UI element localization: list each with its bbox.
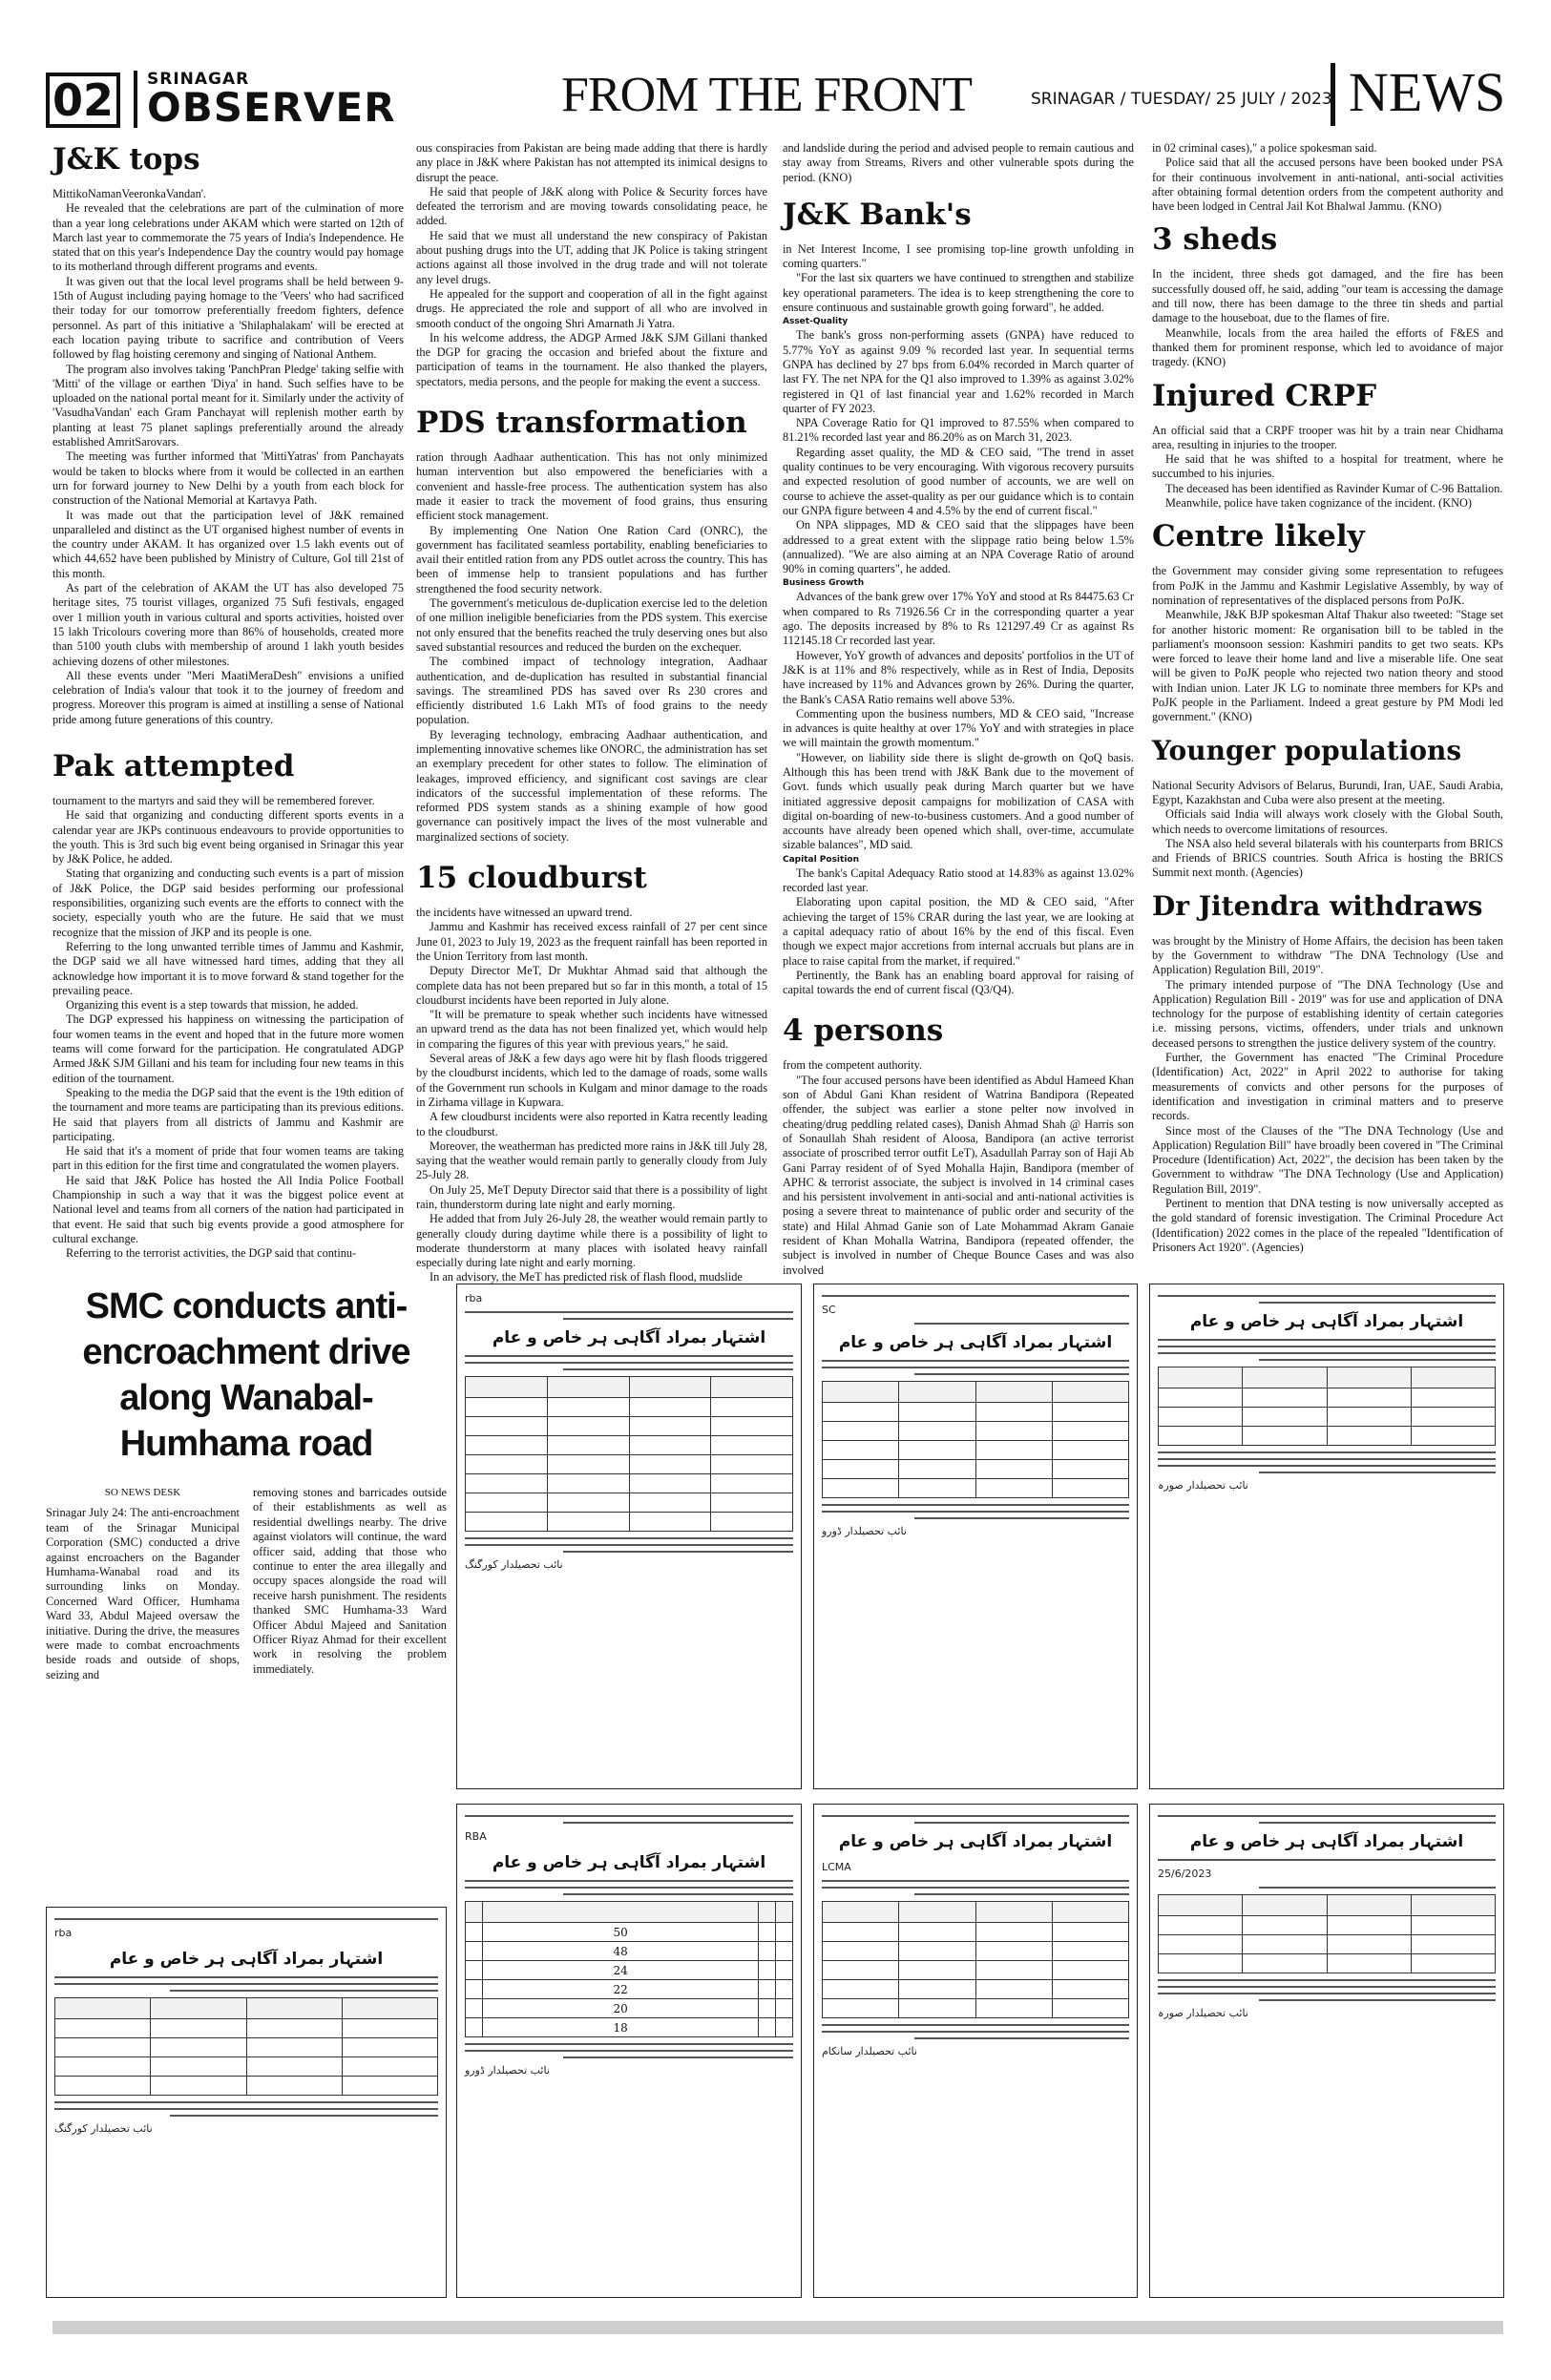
ad-cell: 50 bbox=[482, 1923, 759, 1942]
paragraph: was brought by the Ministry of Home Affairs, the decision has been taken by the Government to withdraw "The DNA Technology (Use and Application) Regulation Bill, 2019". bbox=[1152, 933, 1503, 977]
page-number: 02 bbox=[46, 73, 120, 128]
ad-text-line bbox=[1259, 1472, 1496, 1473]
paragraph: Further, the Government has enacted "The Criminal Procedure (Identification) Act, 2022" in April 2022 to authorise for taking measurements of convicts and other persons for the purposes of identification and investigation in criminal matters and to preserve records. bbox=[1152, 1051, 1503, 1123]
article-body bbox=[1152, 779, 1503, 881]
ad-text-line bbox=[1259, 1887, 1496, 1889]
paragraph: Pertinently, the Bank has an enabling board approval for raising of capital towards the end of current fiscal (Q3/Q4). bbox=[783, 968, 1134, 997]
paragraph: the Government may consider giving some representation to refugees from PoJK in the Jammu and Kashmir Legislative Assembly, by way of nomination of representatives of the displaced persons from PoJK. bbox=[1152, 564, 1503, 607]
paragraph: It was made out that the participation level of J&K remained unparalleled and distinct as the UT organised highest number of events in the country under AKAM. It has organized over 1.5 lakh events out of which 44,652 have been published by Ministry of Culture, GoI till 21st of this month. bbox=[52, 508, 404, 580]
ad-text-line bbox=[54, 2101, 438, 2103]
paragraph: Deputy Director MeT, Dr Mukhtar Ahmad said that although the complete data has not been prepared but so far in this month, a total of 15 cloudburst incidents have been reported in July alone. bbox=[416, 964, 767, 1007]
paragraph: He appealed for the support and cooperation of all in the fight against drugs. He appreciated the role and support of all who are involved in smooth conduct of the ongoing Shri Amarnath Ji Yatra. bbox=[416, 286, 767, 330]
paragraph: All these events under "Meri MaatiMeraDesh" envisions a unified celebration of India's valour that took it to the journey of freedom and progress. Moreover this program is aimed at instilling a sense of National pride among future generations of this country. bbox=[52, 668, 404, 726]
article-body bbox=[1152, 934, 1503, 1256]
ad-cell: 24 bbox=[482, 1961, 759, 1980]
ad-text-line bbox=[170, 2115, 438, 2117]
article-4-persons bbox=[783, 1013, 1134, 1277]
paragraph: However, YoY growth of advances and deposits' portfolios in the UT of J&K is at 11% and 8% respectively, while as in Rest of India, Deposits have increased by 11% and Advances grown by 26%. During the quarter, the Bank's CASA Ratio remains well above 53%. bbox=[783, 648, 1134, 706]
paragraph: Organizing this event is a step towards that mission, he added. bbox=[66, 998, 359, 1013]
ad-text-line bbox=[1259, 1359, 1496, 1361]
article-headline: 4 persons bbox=[783, 1013, 944, 1049]
ad-text-line bbox=[54, 1976, 438, 1978]
paragraph: Since most of the Clauses of the "The DNA Technology (Use and Application) Regulation Bill" have broadly been covered in "The Criminal Procedure (Identification) Act, 2022", the decision has been taken by the Government to withdraw "The DNA Technology (Use and Application) Regulation Bill, 2019". bbox=[1152, 1123, 1503, 1196]
article-headline: Younger populations bbox=[1152, 734, 1462, 766]
paragraph: Jammu and Kashmir has received excess rainfall of 27 per cent since June 01, 2023 to July 19, 2023 as the frequent rainfall has been reported in the Union Territory from last month. bbox=[416, 920, 767, 963]
ad-text-line bbox=[170, 1990, 438, 1992]
paragraph: Police said that all the accused persons have been booked under PSA for their continuous involvement in anti-national, anti-social activities after obtaining formal detention orders from the competent authority and have been lodged in Central Jail Kot Bhalwal Jammu. (KNO) bbox=[1152, 156, 1503, 214]
ad-table bbox=[822, 1381, 1129, 1498]
article-centre-likely bbox=[1152, 518, 1503, 724]
ad-title: اشتہار بمراد آگاہی ہر خاص و عام bbox=[838, 1832, 1113, 1851]
column-1 bbox=[52, 141, 404, 1261]
paragraph: As part of the celebration of AKAM the UT has also developed 75 heritage sites, 75 tourist villages, organized 75 Sufi festivals, engaged over 1 million youth in various cultural and sports activities, hoisted over 15 lakh Tricolours covering more than 86% of households, created more than 5100 youth clubs with membership of around 1 lakh youth besides achieving dozens of other milestones. bbox=[52, 581, 404, 668]
paragraph: The program also involves taking 'PanchPran Pledge' taking selfie with 'Mitti' of the village or earthen 'Diya' in hand. Such selfies have to be uploaded on the national portal meant for it. Similarly under the activity of 'VasudhaVandan' each Gram Panchayat will replenish mother earth by planting at least 75 planet saplings preferentially around the already established AmritSarovars. bbox=[52, 362, 404, 449]
article-body bbox=[416, 450, 767, 845]
article-headline: Pak attempted bbox=[52, 748, 295, 783]
paragraph: Moreover, the weatherman has predicted more rains in J&K till July 28, saying that the weather would remain partly to generally cloudy from July 25-July 28. bbox=[416, 1138, 767, 1182]
ad-cell: 48 bbox=[482, 1942, 759, 1961]
paragraph: the incidents have witnessed an upward trend. bbox=[416, 906, 633, 920]
ad-text-line bbox=[54, 1983, 438, 1985]
notice-ad bbox=[1149, 1804, 1504, 2298]
notice-ad bbox=[456, 1284, 802, 1789]
ad-title: اشتہار بمراد آگاہی ہر خاص و عام bbox=[492, 1853, 766, 1872]
paragraph: The bank's Capital Adequacy Ratio stood at 14.83% as against 13.02% recorded last year. bbox=[783, 866, 1134, 895]
ad-text-line bbox=[1259, 1822, 1496, 1824]
article-headline: J&K Bank's bbox=[783, 197, 972, 232]
ad-text-line bbox=[1158, 1352, 1496, 1354]
paragraph: On July 25, MeT Deputy Director said that there is a possibility of light rain, thunderstorm during late night and early morning. bbox=[416, 1182, 767, 1211]
ad-tag: 25/6/2023 bbox=[1158, 1868, 1212, 1880]
smc-article bbox=[46, 1284, 447, 1894]
ad-text-line bbox=[465, 1887, 793, 1889]
article-headline: Dr Jitendra withdraws bbox=[1152, 889, 1483, 922]
article-younger-populations bbox=[1152, 733, 1503, 881]
article-dr-jitendra bbox=[1152, 888, 1503, 1256]
ad-text-line bbox=[1158, 1458, 1496, 1460]
ad-signature: نائب تحصیلدار ڈورو bbox=[465, 2064, 550, 2077]
article-headline: J&K tops bbox=[52, 142, 200, 177]
ad-title: اشتہار بمراد آگاہی ہر خاص و عام bbox=[838, 1333, 1113, 1352]
ad-text-line bbox=[1158, 1815, 1496, 1817]
ad-signature: نائب تحصیلدار کورگنگ bbox=[465, 1558, 563, 1571]
notice-ad bbox=[456, 1804, 802, 2298]
ad-tag: rba bbox=[54, 1927, 73, 1939]
article-body bbox=[783, 141, 1134, 185]
ad-text-line bbox=[563, 2056, 793, 2058]
ad-text-line bbox=[465, 1311, 793, 1313]
paragraph: Several areas of J&K a few days ago were hit by flash floods triggered by the cloudburst incidents, which led to the damage of roads, some walls of the Government run schools in Kulgam and minor damage to the roads in Zirhama village in Kupwara. bbox=[416, 1052, 767, 1109]
ad-title: اشتہار بمراد آگاہی ہر خاص و عام bbox=[109, 1950, 384, 1969]
article-body bbox=[52, 187, 404, 727]
paragraph: in Net Interest Income, I see promising top-line growth unfolding in coming quarters." bbox=[783, 241, 1134, 271]
brand-name: OBSERVER bbox=[147, 84, 396, 131]
paragraph: Meanwhile, locals from the area hailed the efforts of F&ES and thanked them for prominent response, which led to avoidance of major tragedy. (KNO) bbox=[1152, 325, 1503, 369]
paragraph: He revealed that the celebrations are part of the culmination of more than a year long celebrations under AKAM which were started on 12th of March last year to commemorate the 75 years of India's Independence. He stated that on this year's Independence Day the country would pay homage to its motherland through different programs and events. bbox=[52, 201, 404, 274]
paragraph: In his welcome address, the ADGP Armed J&K SJM Gillani thanked the DGP for gracing the occasion and briefed about the fixture and participation of teams in the tournament. He also thanked the players, spectators, media persons, and the people for making the event a success. bbox=[416, 330, 767, 388]
ad-signature: نائب تحصیلدار سانکام bbox=[822, 2045, 917, 2057]
ad-text-line bbox=[822, 1360, 1129, 1362]
article-3-sheds bbox=[1152, 221, 1503, 369]
article-body bbox=[1152, 267, 1503, 369]
subhead: Asset-Quality bbox=[783, 317, 849, 327]
article-pak-attempted-continued bbox=[416, 141, 767, 389]
ad-text-line bbox=[465, 1880, 793, 1882]
paragraph: MittikoNamanVeeronkaVandan'. bbox=[52, 187, 207, 200]
paragraph: On NPA slippages, MD & CEO said that the slippages have been addressed to a great extent with the slippage ratio being below 1.5% (annualized). "We are also aiming at an NPA Coverage Ratio of around 90% in coming quarters", he added. bbox=[783, 518, 1134, 576]
paragraph: He said that he was shifted to a hospital for treatment, where he succumbed to his injuries. bbox=[1152, 452, 1503, 481]
ad-text-line bbox=[822, 1295, 1129, 1297]
paragraph: Pertinent to mention that DNA testing is now universally accepted as the gold standard of forensic investigation. The Criminal Procedure Act (Identification) 2022 comes in the place of the repealed "Identification of Prisoners Act 1920". (Agencies) bbox=[1152, 1197, 1503, 1254]
column-3 bbox=[783, 141, 1134, 1278]
ad-cell: 20 bbox=[482, 1999, 759, 2018]
ad-signature: نائب تحصیلدار ڈورو bbox=[822, 1525, 907, 1537]
masthead bbox=[46, 63, 1506, 130]
ad-text-line bbox=[54, 1918, 438, 1920]
ad-text-line bbox=[465, 1544, 793, 1546]
ad-table bbox=[54, 1997, 438, 2096]
subhead: Business Growth bbox=[783, 578, 865, 589]
ad-text-line bbox=[822, 1504, 1129, 1506]
paragraph: He said that organizing and conducting different sports events in a calendar year are JKPs continuous endeavours to provide opportunities to the youth. This is 3rd such big event being organised in Srinagar this year by J&K Police, he added. bbox=[52, 808, 404, 866]
article-15-cloudburst bbox=[416, 860, 767, 1285]
ad-text-line bbox=[1158, 1993, 1496, 1994]
ad-table bbox=[1158, 1894, 1496, 1973]
ad-text-line bbox=[822, 1815, 1129, 1817]
article-body bbox=[1152, 424, 1503, 511]
ad-text-line bbox=[822, 1887, 1129, 1889]
ad-text-line bbox=[822, 1880, 1129, 1882]
ad-text-line bbox=[914, 2037, 1129, 2039]
paragraph: He said that people of J&K along with Police & Security forces have defeated the terrorism and are moving towards consolidating peace, he added. bbox=[416, 184, 767, 228]
ad-text-line bbox=[563, 1551, 793, 1553]
ad-text-line bbox=[1158, 1451, 1496, 1453]
article-body bbox=[783, 1058, 1134, 1277]
column-4 bbox=[1152, 141, 1503, 1255]
ad-table bbox=[822, 1901, 1129, 2018]
byline: SO NEWS DESK bbox=[104, 1487, 181, 1498]
paragraph: An official said that a CRPF trooper was hit by a train near Chidhama area, resulting in injuries to the trooper. bbox=[1152, 423, 1503, 451]
paragraph: tournament to the martyrs and said they will be remembered forever. bbox=[52, 793, 375, 807]
paragraph: Officials said India will always work closely with the Global South, which needs to overcome limitations of resources. bbox=[1152, 807, 1503, 836]
paragraph: Referring to the terrorist activities, the DGP said that continu- bbox=[66, 1246, 357, 1261]
paragraph: ration through Aadhaar authentication. This has not only minimized human intervention but also empowered the beneficiaries with a convenient and hassle-free process. The authentication system has also made it easier to track the movement of food grains, thus ensuring efficient stock management. bbox=[416, 450, 767, 523]
ad-text-line bbox=[822, 1511, 1129, 1513]
ad-text-line bbox=[54, 2108, 438, 2110]
ad-text-line bbox=[465, 1355, 793, 1357]
paragraph: Meanwhile, police have taken cognizance of the incident. (KNO) bbox=[1165, 496, 1472, 511]
article-jk-tops bbox=[52, 141, 404, 727]
notice-ad bbox=[1149, 1284, 1504, 1789]
ad-cell: 22 bbox=[482, 1980, 759, 1999]
paragraph: Srinagar July 24: The anti-encroachment team of the Srinagar Municipal Corporation (SMC) conducted a drive against encroachers on the Bagander Humhama-Wanabal road and its surrounding links on Monday. Concerned Ward Officer, Humhama Ward 33, Abdul Majeed oversaw the initiative. During the drive, the measures were made to combat encroachments beside roads and outside of shops, seizing and bbox=[46, 1506, 240, 1681]
paragraph: The NSA also held several bilaterals with his counterparts from BRICS and Friends of BRICS countries. South Africa is hosting the BRICS Summit next month. (Agencies) bbox=[1152, 836, 1503, 880]
ad-table bbox=[465, 1376, 793, 1532]
ad-text-line bbox=[1158, 1465, 1496, 1467]
ad-text-line bbox=[563, 1368, 793, 1370]
notice-ad bbox=[813, 1284, 1138, 1789]
article-body bbox=[1152, 564, 1503, 724]
paragraph: The bank's gross non-performing assets (GNPA) have reduced to 5.77% YoY as against 9.09 % recorded last year. In sequential terms GNPA has declined by 27 bps from 6.04% recorded in March quarter of last FY. The net NPA for the Q1 also improved to 1.39% as against 3.02% registered in Q1 of last financial year and 1.62% recorded in March quarter of FY 2023. bbox=[783, 328, 1134, 415]
brand-city: SRINAGAR bbox=[147, 70, 250, 89]
article-headline: 15 cloudburst bbox=[416, 861, 647, 896]
article-injured-crpf bbox=[1152, 378, 1503, 511]
section-label: NEWS bbox=[1331, 63, 1505, 126]
smc-headline: SMC conducts anti-encroachment drive along Wanabal-Humhama road bbox=[82, 1286, 410, 1464]
ad-text-line bbox=[1158, 1346, 1496, 1347]
paragraph: He said that J&K Police has hosted the All India Police Football Championship in such a way that it was the biggest police event at National level and teams from all corners of the nation had participated in that event. He said that such big events provide a good atmosphere for cultural exchange. bbox=[52, 1173, 404, 1245]
paragraph: The DGP expressed his happiness on witnessing the participation of four women teams in the event and hoped that in the future more women teams will come forward for the participation. He congratulated ADGP Armed J&K SJM Gillani and his team for including four new teams in this edition of the tournament. bbox=[52, 1013, 404, 1085]
paragraph: Commenting upon the business numbers, MD & CEO said, "Increase in advances is quite healthy at over 17% YoY and with strategies in place we will maintain the growth momentum." bbox=[783, 706, 1134, 750]
paragraph: "For the last six quarters we have continued to strengthen and stabilize key operational parameters. The idea is to keep strengthening the core to ensure continuous and sustainable growth going forward", he added. bbox=[783, 271, 1134, 315]
paragraph: in 02 criminal cases)," a police spokesman said. bbox=[1152, 141, 1377, 155]
paragraph: ous conspiracies from Pakistan are being made adding that there is hardly any place in J&K where Pakistan has not attempted its inimical designs to disrupt the peace. bbox=[416, 141, 767, 184]
ad-text-line bbox=[1158, 1986, 1496, 1988]
ad-text-line bbox=[1259, 1302, 1496, 1304]
paragraph: He said that it's a moment of pride that four women teams are taking part in this edition for the first time and congratulated the women players. bbox=[52, 1144, 404, 1173]
ad-cell: 18 bbox=[482, 2018, 759, 2037]
paragraph: The primary intended purpose of "The DNA Technology (Use and Application) Regulation Bill - 2019" was for use and application of DNA technology for the purpose of establishing identity of certain categories i.e. missing persons, victims, offenders, under trials and unknown deceased persons to strengthen the justice delivery system of the country. bbox=[1152, 977, 1503, 1050]
ad-text-line bbox=[1259, 1999, 1496, 2001]
paragraph: The government's meticulous de-duplication exercise led to the deletion of one million ineligible beneficiaries from the PDS system. This exercise not only ensured that the benefits reached the truly deserving ones but also saved substantial resources and reduced the burden on the exchequer. bbox=[416, 596, 767, 654]
ad-text-line bbox=[914, 1517, 1129, 1519]
section-title: FROM THE FRONT bbox=[561, 68, 973, 122]
ad-title: اشتہار بمراد آگاہی ہر خاص و عام bbox=[1189, 1832, 1464, 1851]
article-cloudburst-continued bbox=[783, 141, 1134, 185]
column-2 bbox=[416, 141, 767, 1285]
ad-text-line bbox=[1158, 1859, 1496, 1861]
paragraph: Advances of the bank grew over 17% YoY and stood at Rs 84475.63 Cr when compared to Rs 71926.56 Cr in the corresponding quarter a year ago. The deposits increased by 8% to Rs 121297.49 Cr as against Rs 112145.18 Cr recorded last year. bbox=[783, 590, 1134, 648]
ad-tag: SC bbox=[822, 1304, 836, 1316]
smc-col-2 bbox=[253, 1486, 447, 1682]
brand-logo bbox=[134, 70, 396, 131]
notice-ad bbox=[813, 1804, 1138, 2298]
ad-text-line bbox=[914, 1323, 1129, 1325]
ad-text-line bbox=[465, 2043, 793, 2045]
ad-tag: LCMA bbox=[822, 1861, 851, 1873]
paragraph: "The four accused persons have been identified as Abdul Hameed Khan son of Abdul Gani Khan resident of Watrina Bandipora (Repeated offender, the subject was earlier a stone pelter now involved in cheating/drug peddling related cases), Danish Ahmad Shah @ Harris son of Sonaullah Shah resident of Aloosa, Bandipora (an active terrorist associate of proscribed terror outfit LeT), Asadullah Parray son of Haji Ab Gani Parray resident of of Syed Mohalla Hajin, Bandipora (member of APHC & terrorist associate, the subject is involved in 14 criminal cases and his persistent involvement in anti-social and anti-national activities is posing a severe threat to maintenance of public order and security of the state) and Hilal Ahmad Ganie son of Late Mohammad Akram Ganaie resident of Khan Mohalla Watrina, Bandipora (repeated offender, the subject is involved in number of Cheque Bounce Cases and was also involved bbox=[783, 1073, 1134, 1277]
ad-tag: rba bbox=[465, 1292, 483, 1305]
paragraph: NPA Coverage Ratio for Q1 improved to 87.55% when compared to 81.21% recorded last year and 86.20% as on March 31, 2023. bbox=[783, 416, 1134, 445]
paragraph: National Security Advisors of Belarus, Burundi, Iran, UAE, Saudi Arabia, Egypt, Kazakhstan and Cuba were also present at the meeting. bbox=[1152, 778, 1503, 806]
ad-text-line bbox=[563, 1318, 793, 1320]
paragraph: from the competent authority. bbox=[783, 1058, 923, 1073]
article-jk-bank bbox=[783, 197, 1134, 998]
paragraph: Stating that organizing and conducting such events is a part of mission of J&K Police, the DGP said besides performing our professional responsibilities, organizing such events are the efforts to connect with the society, especially youth who are the future. He said that we must recognize that the mission of JKP and its people is one. bbox=[52, 866, 404, 939]
ad-signature: نائب تحصیلدار کورگنگ bbox=[54, 2122, 153, 2135]
paragraph: He added that from July 26-July 28, the weather would remain partly to generally cloudy during daytime while there is a possibility of light to moderate thunderstorm at many places with isolated heavy rainfall especially during late night and early morning. bbox=[416, 1212, 767, 1270]
footer-bar bbox=[52, 2321, 1503, 2334]
ad-table bbox=[465, 1901, 793, 2037]
paragraph: Elaborating upon capital position, the MD & CEO said, "After achieving the target of 15% CRAR during the last year, we are looking at a capital adequacy ratio of about 16% by the end of this fiscal. Even though we expect major accretions from internal accruals but plans are in place to raise capital from the market, if required." bbox=[783, 895, 1134, 968]
paragraph: "It will be premature to speak whether such incidents have witnessed an upward trend as the data has not been finalized yet, which would help in comparing the figures of this year with previous years," he said. bbox=[416, 1008, 767, 1051]
article-headline: Injured CRPF bbox=[1152, 378, 1377, 413]
paragraph: It was given out that the local level programs shall be held between 9-15th of August including paying homage to the 'Veers' who had sacrificed their today for our tomorrow preferentially freedom fighters, defence personnel. As part of this initiative a 'Shilaphalakam' will be erected at each location paying tribute to sacrifice and contribution of Veers followed by flag hoisting ceremony and singing of National Anthem. bbox=[52, 274, 404, 362]
ad-signature: نائب تحصیلدار صورہ bbox=[1158, 2007, 1248, 2019]
ad-signature: نائب تحصیلدار صورہ bbox=[1158, 1479, 1248, 1492]
smc-columns bbox=[46, 1486, 447, 1682]
ad-text-line bbox=[465, 1362, 793, 1364]
ad-text-line bbox=[914, 1373, 1129, 1375]
ad-text-line bbox=[822, 1367, 1129, 1368]
paragraph: and landslide during the period and advised people to remain cautious and stay away from Streams, Rivers and other vulnerable spots during the period. (KNO) bbox=[783, 141, 1134, 184]
article-body bbox=[416, 906, 767, 1285]
ad-text-line bbox=[914, 1822, 1129, 1824]
ad-text-line bbox=[1158, 1295, 1496, 1297]
paragraph: In the incident, three sheds got damaged, and the fire has been successfully doused off, he said, adding "our team is accessing the damage and till now, there has been damage to the three tin sheds and partial damage to the houseboat, due to the flames of fire. bbox=[1152, 267, 1503, 325]
article-body bbox=[1152, 141, 1503, 214]
paragraph: He said that we must all understand the new conspiracy of Pakistan about pushing drugs into the UT, adding that JK Police is taking stringent actions against all those involved in the drug trade and will not tolerate any level drugs. bbox=[416, 228, 767, 286]
ad-text-line bbox=[465, 1537, 793, 1539]
paragraph: The combined impact of technology integration, Aadhaar authentication, and de-duplication has resulted in substantial financial savings. The streamlined PDS has saved over Rs 230 crores and efficiently distributed 1.6 Lakh MTs of food grains to the needy population. bbox=[416, 655, 767, 727]
article-headline: PDS transformation bbox=[416, 406, 747, 441]
paragraph: In an advisory, the MeT has predicted risk of flash flood, mudslide bbox=[430, 1270, 743, 1284]
ad-title: اشتہار بمراد آگاہی ہر خاص و عام bbox=[1189, 1312, 1464, 1331]
paragraph: By implementing One Nation One Ration Card (ONRC), the government has facilitated seamless portability, enabling beneficiaries to avail their entitled ration from any PDS outlet across the country. This has been of immense help to transient populations and has further strengthened the food security network. bbox=[416, 523, 767, 595]
article-pds-transformation bbox=[416, 405, 767, 845]
paragraph: Speaking to the media the DGP said that the event is the 19th edition of the tournament and more teams are participating than its previous editions. He said that players from all districts of Jammu and Kashmir are participating. bbox=[52, 1085, 404, 1143]
ad-text-line bbox=[1158, 1339, 1496, 1341]
ad-title: اشتہار بمراد آگاہی ہر خاص و عام bbox=[492, 1328, 766, 1347]
ad-text-line bbox=[1158, 1979, 1496, 1981]
ad-text-line bbox=[822, 2024, 1129, 2026]
paragraph: The deceased has been identified as Ravinder Kumar of C-96 Battalion. bbox=[1165, 481, 1503, 495]
paragraph: Regarding asset quality, the MD & CEO said, "The trend in asset quality continues to be very encouraging. With vigorous recovery pursuits and expected resolution of good number of accounts, we are well on course to achieve the asset-quality as per our guidance which is to contain our GNPA figure between 4 and 4.5% by the end of current fiscal." bbox=[783, 445, 1134, 517]
notice-ad bbox=[46, 1907, 447, 2298]
paragraph: By leveraging technology, embracing Aadhaar authentication, and implementing innovative schemes like ONORC, the administration has set an exemplary precedent for other states to follow. The elimination of leakages, improved efficiency, and significant cost savings are clear indicators of the successful implementation of these reforms. The reformed PDS system stands as a shining example of how good governance can positively impact the lives of the most vulnerable and marginalized sections of society. bbox=[416, 727, 767, 844]
ad-text-line bbox=[822, 2031, 1129, 2033]
article-pak-attempted bbox=[52, 748, 404, 1262]
article-headline: Centre likely bbox=[1152, 519, 1365, 554]
subhead: Capital Position bbox=[783, 854, 859, 865]
ad-table bbox=[1158, 1367, 1496, 1446]
ad-tag: RBA bbox=[465, 1830, 487, 1843]
article-4-persons-continued bbox=[1152, 141, 1503, 214]
smc-col-1 bbox=[46, 1486, 240, 1682]
article-body bbox=[52, 794, 404, 1262]
paragraph: Referring to the long unwanted terrible times of Jammu and Kashmir, the DGP said we all have witnessed hard times, adding that they all acknowledge how important it is to move forward & stand together for the prevailing peace. bbox=[52, 939, 404, 997]
paragraph: A few cloudburst incidents were also reported in Katra recently leading to the cloudburst. bbox=[416, 1110, 767, 1138]
article-body bbox=[416, 141, 767, 389]
ad-text-line bbox=[563, 1822, 793, 1824]
paragraph: removing stones and barricades outside of their establishments as well as residential dwellings nearby. The drive against violators will continue, the ward officer said, adding that those who continue to enter the area illegally and occupy spaces alongside the road will receive harsh punishment. The residents thanked SMC Humhama-33 Ward Officer Abdul Majeed and Sanitation Officer Riyaz Ahmad for their excellent work in resolving the problem immediately. bbox=[253, 1486, 447, 1676]
ad-text-line bbox=[465, 2050, 793, 2052]
paragraph: Meanwhile, J&K BJP spokesman Altaf Thakur also tweeted: "Stage set for another historic moment: Re organisation bill to be tabled in the parliament's moonsoon session: Kashmiri pandits to get two seats. KPs were forced to leave their home land and live a miserable life. One seat will be given to PoJK people who rejected two nation theory and stood with Indian union. Later JK LG to nominate three members for KPs and PoJK people in the Parliament. Indeed a great gesture by PM Modi led government." (KNO) bbox=[1152, 608, 1503, 724]
article-headline: 3 sheds bbox=[1152, 222, 1278, 258]
ad-text-line bbox=[465, 1815, 793, 1817]
paragraph: "However, on liability side there is slight de-growth on QoQ basis. Although this has been trend with J&K Bank due to the movement of Govt. funds which usually peak during March quarter but we have initiated aggressive deposit campaigns for mobilization of CASA with digital on-boarding of new-to-business customers. And a good number of accounts have already been opened which shall, over-time, accumulate sizable balances", MD said. bbox=[783, 750, 1134, 852]
article-body bbox=[783, 242, 1134, 998]
edition-line: SRINAGAR / TUESDAY/ 25 JULY / 2023 bbox=[1031, 90, 1332, 109]
paragraph: The meeting was further informed that 'MittiYatras' from Panchayats would be taken to blocks where from it would be collected in an earthen urn for forward journey to New Delhi by a youth from each block for construction of the National Memorial at Kartavya Path. bbox=[52, 449, 404, 508]
ad-text-line bbox=[914, 1893, 1129, 1895]
ad-text-line bbox=[563, 1893, 793, 1895]
